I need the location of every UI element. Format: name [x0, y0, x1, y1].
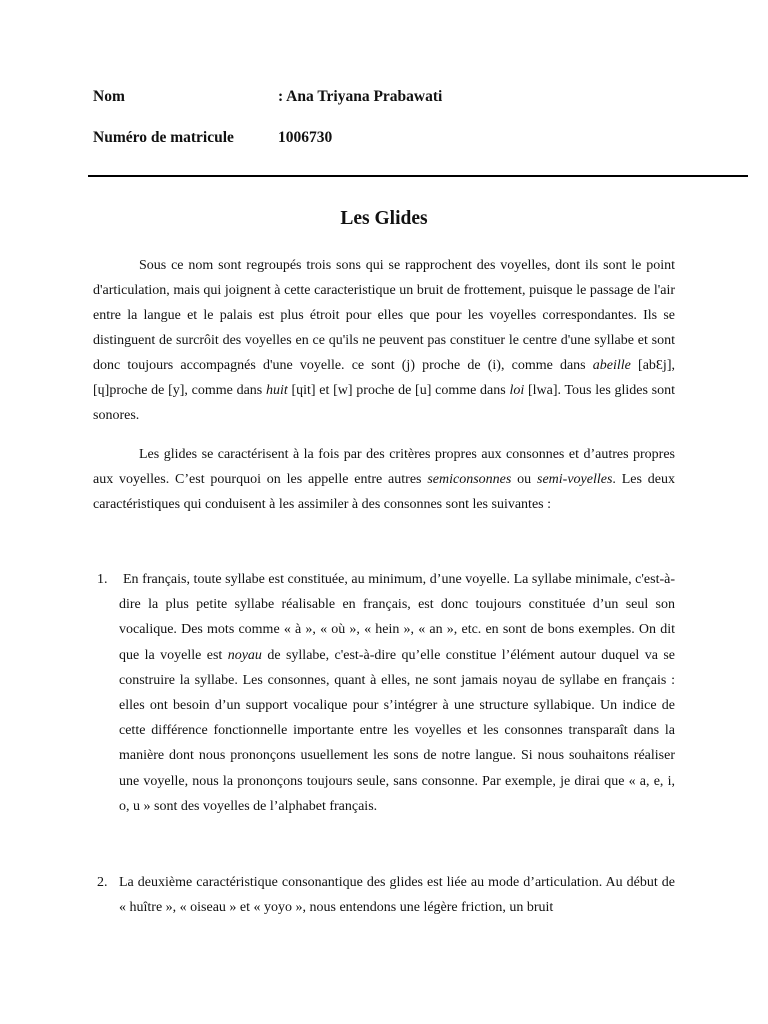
list-item-1-italic-noyau: noyau — [227, 647, 262, 663]
document-title: Les Glides — [340, 208, 428, 229]
paragraph-1-text: [ɥit] et [w] proche de [u] comme dans — [287, 383, 510, 398]
list-item-1-text: de syllabe, c'est-à-dire qu’elle constitue l’élément autour duquel va se construire la syllabe. Les consonnes, quant à elles, ne sont jamais noyau de syllabe en français : elles ont besoin d’un support vocalique pour s’intégrer à une structure syllabique. Un indice de cette différence fonctionnelle importante entre les voyelles et les consonnes transparaît dans la manière dont nous prononçons usuellement les sons de notre langue. Si nous souhaitons réaliser une voyelle, nous la prononçons toujours seule, sans consonne. Par exemple, je dirai que « a, e, i, o, u » sont des voyelles de l’alphabet français. — [119, 647, 676, 814]
matricule-value: 1006730 — [278, 129, 333, 146]
list-item-1-text: En français, toute syllabe est constituée, au minimum, d’une voyelle. La syllabe minimale, c'est-à-dire la plus petite syllabe réalisable en français, est donc toujours constituée d’un seul son vocalique. Des mots comme « à », « où », « hein », « an », etc. en sont de bons exemples. On dit que la voyelle est — [119, 572, 675, 663]
nom-value: : Ana Triyana Prabawati — [278, 88, 443, 105]
paragraph-1-italic-huit: huit — [265, 383, 288, 398]
paragraph-2-italic-semiconsonnes: semiconsonnes — [427, 472, 512, 487]
list-item-body: La deuxième caractéristique consonantique des glides est liée au mode d’articulation. Au début de « huître », « oiseau » et « yoyo », nous entendons une légère friction, un bruit — [119, 875, 675, 916]
paragraph-1-text: [lwa]. Tous les glides sont sonores. — [93, 383, 676, 423]
paragraph-2 — [93, 442, 675, 517]
paragraph-1-italic-abeille: abeille — [592, 358, 631, 373]
nom-row — [93, 87, 442, 107]
list-item-body — [119, 567, 675, 819]
list-item-1 — [97, 567, 675, 819]
matricule-row — [93, 128, 332, 148]
paragraph-2-italic-semivoyelles: semi-voyelles — [537, 472, 613, 487]
paragraph-1-italic-loi: loi — [509, 383, 525, 398]
paragraph-2-text: ou — [511, 472, 537, 487]
list-item-2 — [97, 870, 675, 920]
matricule-label: Numéro de matricule — [93, 129, 234, 146]
paragraph-1-text: Sous ce nom sont regroupés trois sons qui se rapprochent des voyelles, dont ils sont le point d'articulation, mais qui joignent à cette caracteristique un bruit de frottement, puisque le passage de l'air entre la langue et le palais est plus étroit pour elles que pour les voyelles correspondantes. Ils se distinguent de surcrôit des voyelles en ce qu'ils ne peuvent pas constituer le centre d'une syllabe et sont donc toujours accompagnés d'une voyelle. ce sont (j) proche de (i), comme dans — [93, 258, 675, 373]
header-divider — [88, 175, 748, 177]
paragraph-1-text: [abƐj], [ɥ]proche de [y], comme dans — [93, 358, 675, 398]
paragraph-2-text: Les glides se caractérisent à la fois par des critères propres aux consonnes et d’autres propres aux voyelles. C’est pourquoi on les appelle entre autres — [93, 447, 675, 487]
nom-label: Nom — [93, 88, 125, 105]
list-item-number: 2. — [97, 875, 108, 890]
paragraph-1 — [93, 253, 675, 428]
paragraph-2-text: . Les deux caractéristiques qui conduisent à les assimiler à des consonnes sont les suivantes : — [93, 472, 676, 512]
list-item-number: 1. — [97, 572, 108, 587]
